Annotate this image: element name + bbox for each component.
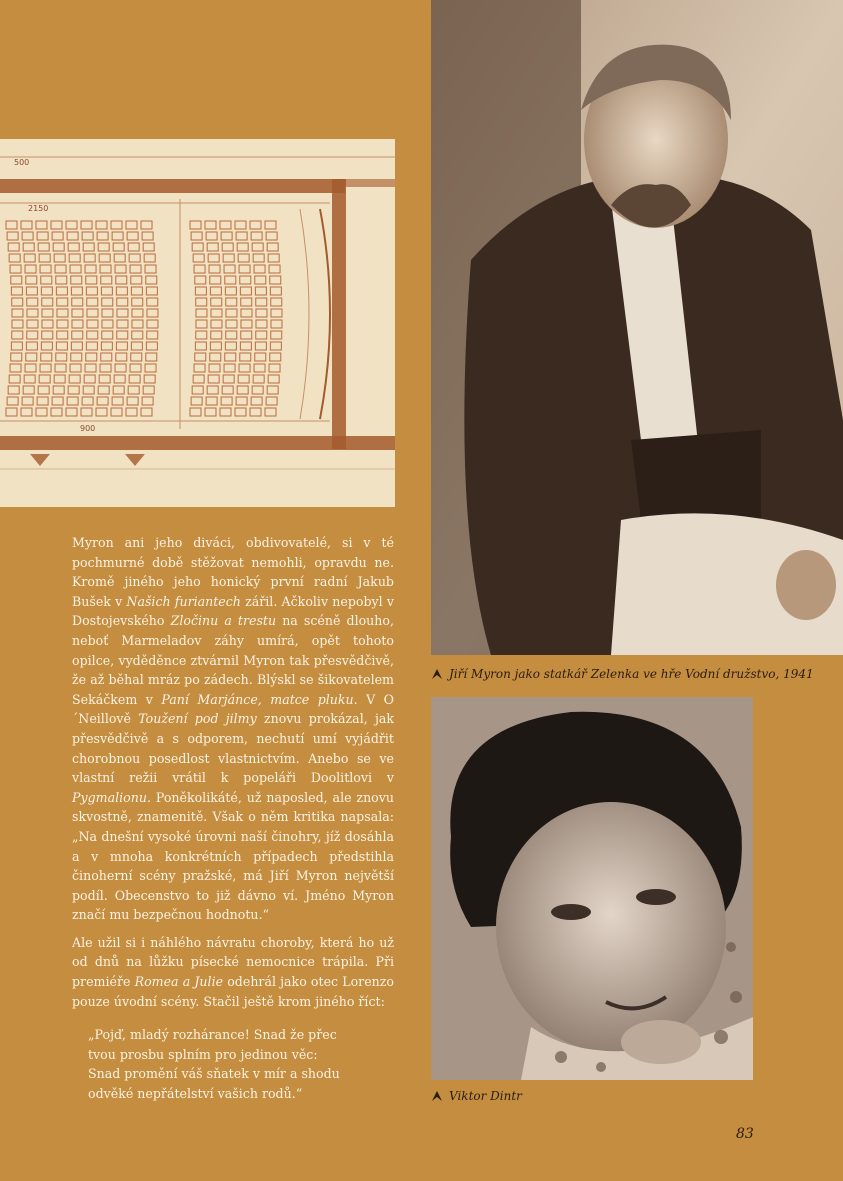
italic-title: Našich furiantech bbox=[126, 593, 241, 609]
quote-line: odvěké nepřátelství vašich rodů.“ bbox=[88, 1086, 303, 1102]
text-run: odehrál jako otec Lorenzo pouze úvodní scény. Stačil ještě krom jiného říct: bbox=[72, 974, 394, 1009]
photo-caption-1 bbox=[431, 667, 814, 681]
italic-title: Paní Marjánce, matce pluku bbox=[161, 691, 354, 707]
arrow-up-icon bbox=[431, 1091, 443, 1101]
theatre-floor-plan-image bbox=[0, 139, 395, 507]
text-run: znovu prokázal, jak přesvědčivě a s odporem, nechutí umí vyjádřit chorobnou posedlost vlastnictvím. Anebo se ve vlastní režii vrátil k popeláři Doolitlovi v bbox=[72, 711, 394, 786]
text-run: zářil. Ačkoliv nepobyl v Dostojevského bbox=[72, 593, 394, 629]
paragraph-1 bbox=[72, 533, 394, 925]
plan-label: 500 bbox=[14, 158, 30, 167]
photo-caption-2 bbox=[431, 1089, 522, 1103]
article-body bbox=[72, 533, 394, 1104]
quote-line: „Pojď, mladý rozhárance! Snad že přec bbox=[88, 1027, 337, 1043]
text-run: . V O´Neillově bbox=[72, 691, 395, 727]
plan-label: 2150 bbox=[28, 204, 49, 213]
photo-jiri-myron bbox=[431, 0, 843, 655]
italic-title: Romea a Julie bbox=[134, 974, 224, 990]
italic-title: Pygmalionu. bbox=[72, 789, 151, 805]
caption-text: Viktor Dintr bbox=[449, 1089, 522, 1103]
plan-label: 900 bbox=[80, 424, 96, 433]
quote-line: Snad promění váš sňatek v mír a shodu bbox=[88, 1066, 340, 1082]
photo-viktor-dintr bbox=[431, 697, 753, 1080]
italic-title: Zločinu a trestu bbox=[170, 613, 277, 629]
verse-quote bbox=[88, 1025, 394, 1103]
caption-text: Jiří Myron jako statkář Zelenka ve hře Vodní družstvo, 1941 bbox=[449, 667, 814, 681]
paragraph-2 bbox=[72, 933, 394, 1011]
arrow-up-icon bbox=[431, 669, 443, 679]
text-run: Ale užil si i náhlého návratu choroby, která ho už od dnů na lůžku písecké nemocnice trápila. Při premiéře bbox=[72, 934, 394, 990]
page-number: 83 bbox=[736, 1126, 754, 1142]
quote-line: tvou prosbu splním pro jedinou věc: bbox=[88, 1046, 318, 1062]
italic-title: Toužení pod jilmy bbox=[138, 711, 257, 727]
text-run: Myron ani jeho diváci, obdivovatelé, si v té pochmurné době stěžovat nemohli, opravdu ne. Kromě jiného jeho honický první radní Jakub Bušek v bbox=[72, 535, 394, 609]
text-run: na scéně dlouho, neboť Marmeladov záhy umírá, opět tohoto opilce, vyděděnce ztvárnil Myron tak přesvědčivě, že až běhal mráz po zádech. Blýskl se šikovatelem Sekáčkem v bbox=[72, 613, 394, 707]
text-run: Poněkolikáté, už naposled, ale znovu skvostně, znamenitě. Však o něm kritika napsala: „Na dnešní vysoké úrovni naší činohry, jíž dosáhla a v mnoha konkrétních případech předstihla činoherní scény pražské, má Jiří Myron největší podíl. Obecenstvo to již dávno ví. Jméno Myron značí mu bezpečnou hodnotu.“ bbox=[72, 789, 394, 923]
